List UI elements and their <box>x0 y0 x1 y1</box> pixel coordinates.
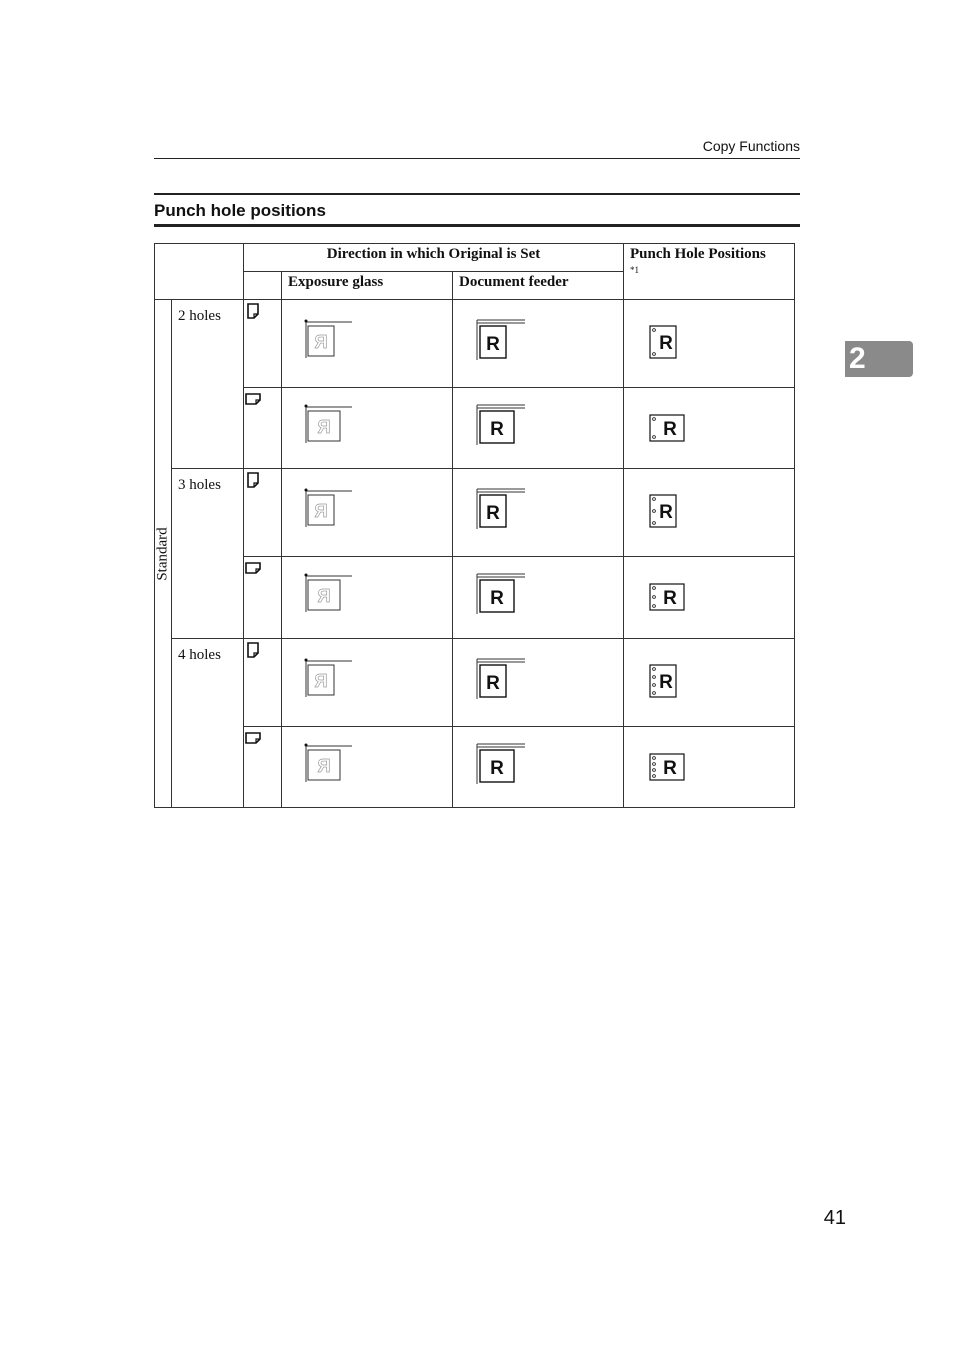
orientation-cell <box>244 388 282 469</box>
exposure-glass-diagram-icon <box>282 483 372 543</box>
punch-position-diagram-icon <box>624 738 714 798</box>
hole-count-label: 3 holes <box>172 469 244 639</box>
svg-text:R: R <box>317 416 331 437</box>
exposure-glass-diagram-icon <box>282 653 372 713</box>
punch-position-diagram-icon <box>624 399 714 459</box>
portrait-sheet-icon <box>244 642 262 658</box>
document-feeder-cell <box>453 388 624 469</box>
chapter-tab: 2 <box>845 341 913 377</box>
orientation-cell <box>244 300 282 388</box>
document-feeder-cell <box>453 300 624 388</box>
landscape-sheet-icon <box>244 730 262 746</box>
document-feeder-diagram-icon <box>453 483 543 543</box>
orientation-cell <box>244 469 282 557</box>
table-corner <box>155 244 244 300</box>
exposure-glass-diagram-icon <box>282 314 372 374</box>
hole-count-label: 4 holes <box>172 639 244 808</box>
document-feeder-diagram-icon <box>453 314 543 374</box>
svg-text:R: R <box>659 672 673 693</box>
punch-position-diagram-icon <box>624 568 714 628</box>
punch-position-cell <box>624 639 795 727</box>
header-exposure-glass: Exposure glass <box>282 272 453 300</box>
row-group-label: Standard <box>154 526 171 581</box>
punch-position-diagram-icon <box>624 483 714 543</box>
footnote-mark: *1 <box>630 265 639 275</box>
punch-position-cell <box>624 557 795 639</box>
exposure-glass-diagram-icon <box>282 738 372 798</box>
punch-position-cell <box>624 388 795 469</box>
document-feeder-cell <box>453 639 624 727</box>
table-row <box>155 639 795 727</box>
portrait-sheet-icon <box>244 303 262 319</box>
svg-text:R: R <box>490 418 504 440</box>
svg-text:R: R <box>314 501 328 521</box>
svg-text:R: R <box>659 333 673 354</box>
svg-text:R: R <box>490 757 504 779</box>
punch-position-diagram-icon <box>624 653 714 713</box>
table-row <box>155 557 795 639</box>
portrait-sheet-icon <box>244 472 262 488</box>
table-row <box>155 727 795 808</box>
table-row <box>155 469 795 557</box>
svg-text:R: R <box>317 755 331 776</box>
section-title: Punch hole positions <box>154 193 800 227</box>
svg-text:R: R <box>659 502 673 523</box>
svg-text:R: R <box>490 588 504 609</box>
svg-text:R: R <box>663 757 677 779</box>
svg-text:R: R <box>317 586 331 606</box>
exposure-glass-cell <box>282 639 453 727</box>
svg-text:R: R <box>486 673 500 694</box>
svg-text:R: R <box>486 503 500 524</box>
page-number: 41 <box>823 1207 846 1229</box>
document-feeder-diagram-icon <box>453 399 543 459</box>
landscape-sheet-icon <box>244 560 262 576</box>
row-group-standard <box>155 300 172 808</box>
punch-position-cell <box>624 300 795 388</box>
exposure-glass-cell <box>282 388 453 469</box>
header-document-feeder: Document feeder <box>453 272 624 300</box>
svg-text:R: R <box>663 418 677 440</box>
header-punch-label: Punch Hole Positions <box>630 246 766 262</box>
punch-position-cell <box>624 727 795 808</box>
running-header: Copy Functions <box>154 138 800 159</box>
punch-position-diagram-icon <box>624 314 714 374</box>
exposure-glass-diagram-icon <box>282 399 372 459</box>
table-row <box>155 388 795 469</box>
exposure-glass-cell <box>282 300 453 388</box>
hole-count-label: 2 holes <box>172 300 244 469</box>
exposure-glass-cell <box>282 727 453 808</box>
punch-position-cell <box>624 469 795 557</box>
header-punch-positions <box>624 244 795 300</box>
document-feeder-cell <box>453 469 624 557</box>
header-direction: Direction in which Original is Set <box>244 244 624 272</box>
table-row <box>155 300 795 388</box>
document-feeder-diagram-icon <box>453 653 543 713</box>
svg-text:R: R <box>314 332 328 352</box>
landscape-sheet-icon <box>244 391 262 407</box>
exposure-glass-cell <box>282 469 453 557</box>
document-feeder-cell <box>453 727 624 808</box>
header-orientation-blank <box>244 272 282 300</box>
document-feeder-cell <box>453 557 624 639</box>
svg-text:R: R <box>663 588 677 609</box>
punch-hole-table <box>154 243 795 808</box>
orientation-cell <box>244 639 282 727</box>
orientation-cell <box>244 557 282 639</box>
svg-text:R: R <box>486 334 500 355</box>
exposure-glass-diagram-icon <box>282 568 372 628</box>
svg-text:R: R <box>314 671 328 691</box>
exposure-glass-cell <box>282 557 453 639</box>
document-feeder-diagram-icon <box>453 568 543 628</box>
document-feeder-diagram-icon <box>453 738 543 798</box>
orientation-cell <box>244 727 282 808</box>
